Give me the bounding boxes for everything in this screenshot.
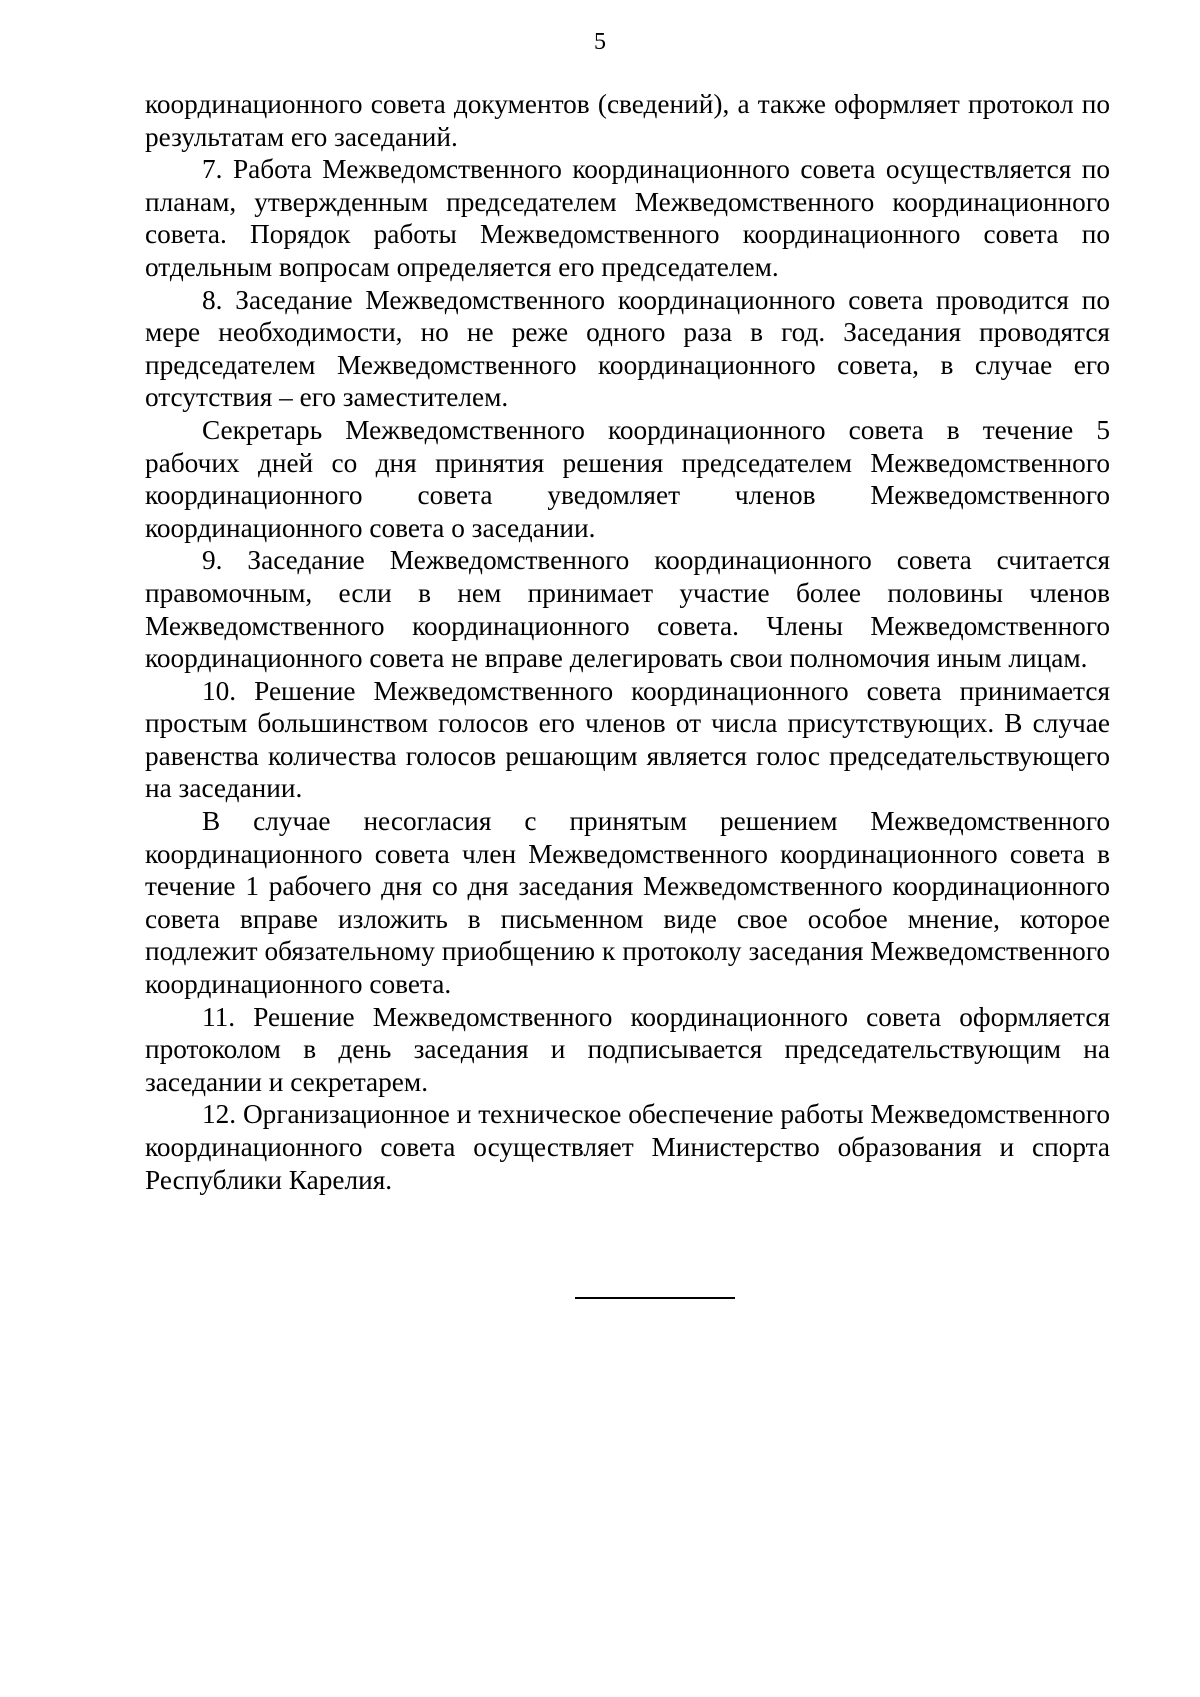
paragraph-item-10: 10. Решение Межведомственного координационного совета принимается простым большинством голосов его членов от числа присутствующих. В случае равенства количества голосов решающим является голос председательствующего на заседании. bbox=[145, 675, 1110, 804]
end-of-document-rule bbox=[575, 1297, 735, 1299]
paragraph-item-8: 8. Заседание Межведомственного координационного совета проводится по мере необходимости, но не реже одного раза в год. Заседания проводятся председателем Межведомственного координационного совета, в случае его отсутствия – его заместителем. bbox=[145, 284, 1110, 413]
document-body bbox=[145, 88, 1110, 1196]
paragraph-item-12: 12. Организационное и техническое обеспечение работы Межведомственного координационного совета осуществляет Министерство образования и спорта Республики Карелия. bbox=[145, 1099, 1110, 1195]
paragraph-item-7: 7. Работа Межведомственного координационного совета осуществляется по планам, утвержденным председателем Межведомственного координационного совета. Порядок работы Межведомственного координационного совета по отдельным вопросам определяется его председателем. bbox=[145, 154, 1110, 282]
paragraph-item-9: 9. Заседание Межведомственного координационного совета считается правомочным, если в нем принимает участие более половины членов Межведомственного координационного совета. Члены Межведомственного координационного совета не вправе делегировать свои полномочия иным лицам. bbox=[145, 545, 1110, 674]
page-number: 5 bbox=[594, 29, 606, 55]
paragraph-secretary: Секретарь Межведомственного координационного совета в течение 5 рабочих дней со дня принятия решения председателем Межведомственного координационного совета уведомляет членов Межведомственного координационного совета о заседании. bbox=[145, 414, 1110, 543]
paragraph-continuation: координационного совета документов (сведений), а также оформляет протокол по результатам его заседаний. bbox=[145, 89, 1110, 152]
paragraph-disagreement: В случае несогласия с принятым решением Межведомственного координационного совета член Межведомственного координационного совета в течение 1 рабочего дня со дня заседания Межведомственного координационного совета вправе изложить в письменном виде свое особое мнение, которое подлежит обязательному приобщению к протоколу заседания Межведомственного координационного совета. bbox=[145, 806, 1110, 1000]
paragraph-item-11: 11. Решение Межведомственного координационного совета оформляется протоколом в день заседания и подписывается председательствующим на заседании и секретарем. bbox=[145, 1001, 1110, 1097]
